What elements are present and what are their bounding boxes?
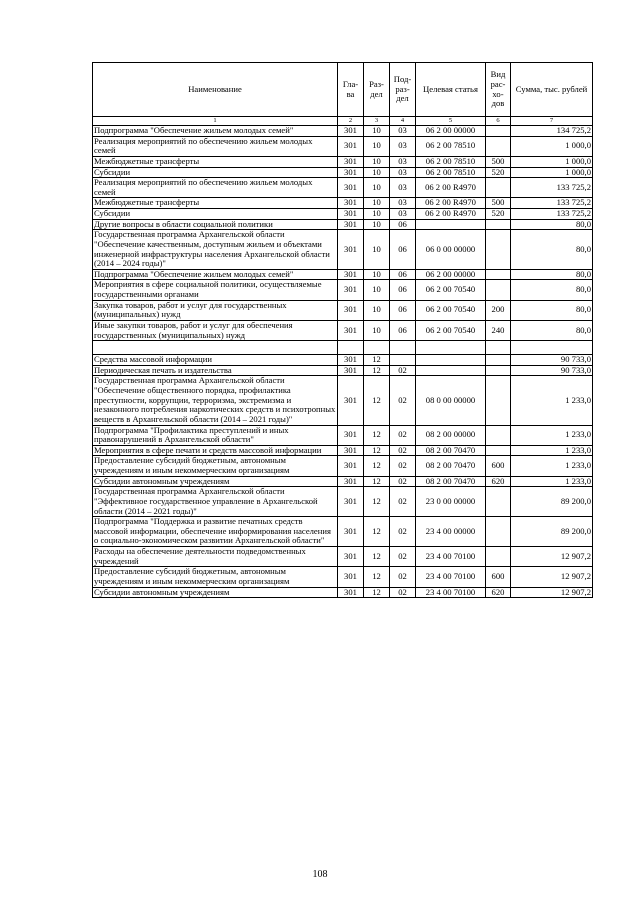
cell-sum: 1 000,0 [511, 156, 593, 167]
table-row [93, 156, 593, 167]
cell-target: 06 2 00 R4970 [416, 209, 486, 220]
header-razdel: Раз-дел [364, 63, 390, 117]
cell-name: Иные закупки товаров, работ и услуг для обеспечения государственных (муниципальных) нужд [93, 320, 338, 340]
cell-razdel: 12 [364, 445, 390, 456]
table-row [93, 517, 593, 547]
cell-vid [486, 487, 511, 517]
cell-razdel: 10 [364, 178, 390, 198]
cell-razdel: 12 [364, 425, 390, 445]
table-row [93, 487, 593, 517]
page-number: 108 [312, 869, 328, 880]
cell-target: 06 2 00 78510 [416, 136, 486, 156]
column-number: 6 [486, 117, 511, 126]
cell-sum: 1 233,0 [511, 445, 593, 456]
table-row [93, 167, 593, 178]
cell-glava: 301 [338, 219, 364, 230]
cell-target: 06 2 00 78510 [416, 167, 486, 178]
cell-vid [486, 219, 511, 230]
cell-target: 23 4 00 70100 [416, 587, 486, 598]
cell-razdel: 10 [364, 126, 390, 137]
cell-razdel: 10 [364, 230, 390, 270]
cell-podrazdel: 06 [390, 219, 416, 230]
cell-target: 23 0 00 00000 [416, 487, 486, 517]
table-row [93, 476, 593, 487]
cell-target [416, 341, 486, 355]
cell-sum: 12 907,2 [511, 547, 593, 567]
cell-sum: 90 733,0 [511, 365, 593, 376]
table-body [93, 126, 593, 598]
cell-name: Государственная программа Архангельской области "Обеспечение общественного порядка, профилактика преступности, коррупции, терроризма, экстремизма и незаконного потребления наркотических средств и психотропных веществ в Архангельской области (2014 – 2021 годы)" [93, 376, 338, 425]
column-number: 2 [338, 117, 364, 126]
cell-name: Подпрограмма "Поддержка и развитие печатных средств массовой информации, обеспечение информирования населения о социально-экономическом развитии Архангельской области" [93, 517, 338, 547]
cell-podrazdel [390, 355, 416, 366]
cell-glava: 301 [338, 300, 364, 320]
cell-name: Субсидии автономным учреждениям [93, 476, 338, 487]
cell-name: Субсидии [93, 209, 338, 220]
cell-name: Мероприятия в сфере печати и средств массовой информации [93, 445, 338, 456]
table-row [93, 355, 593, 366]
cell-podrazdel: 02 [390, 376, 416, 425]
cell-name: Субсидии автономным учреждениям [93, 587, 338, 598]
budget-table [92, 62, 593, 598]
cell-razdel: 12 [364, 567, 390, 587]
cell-razdel: 10 [364, 156, 390, 167]
cell-podrazdel: 03 [390, 167, 416, 178]
cell-name: Подпрограмма "Профилактика преступлений и иных правонарушений в Архангельской области" [93, 425, 338, 445]
table-row [93, 425, 593, 445]
cell-vid [486, 280, 511, 300]
cell-razdel: 10 [364, 136, 390, 156]
cell-vid [486, 178, 511, 198]
cell-sum: 80,0 [511, 320, 593, 340]
cell-sum: 134 725,2 [511, 126, 593, 137]
cell-sum: 80,0 [511, 230, 593, 270]
cell-sum: 1 233,0 [511, 476, 593, 487]
cell-razdel: 10 [364, 300, 390, 320]
cell-vid: 600 [486, 567, 511, 587]
cell-vid: 240 [486, 320, 511, 340]
cell-vid: 520 [486, 209, 511, 220]
cell-podrazdel: 06 [390, 320, 416, 340]
cell-target: 23 4 00 70100 [416, 567, 486, 587]
cell-razdel: 10 [364, 167, 390, 178]
cell-target: 06 2 00 70540 [416, 280, 486, 300]
cell-razdel: 12 [364, 376, 390, 425]
cell-sum: 90 733,0 [511, 355, 593, 366]
table-row [93, 567, 593, 587]
cell-sum: 133 725,2 [511, 198, 593, 209]
column-number-row [93, 117, 593, 126]
cell-podrazdel: 02 [390, 567, 416, 587]
cell-podrazdel: 06 [390, 280, 416, 300]
cell-sum: 89 200,0 [511, 487, 593, 517]
cell-target: 08 2 00 70470 [416, 456, 486, 476]
cell-glava: 301 [338, 567, 364, 587]
cell-sum: 133 725,2 [511, 209, 593, 220]
cell-podrazdel: 03 [390, 126, 416, 137]
cell-name: Государственная программа Архангельской области "Обеспечение качественным, доступным жильем и объектами инженерной инфраструктуры населения Архангельской области (2014 – 2024 годы)" [93, 230, 338, 270]
cell-podrazdel: 02 [390, 476, 416, 487]
cell-vid [486, 517, 511, 547]
column-number: 5 [416, 117, 486, 126]
cell-podrazdel: 03 [390, 156, 416, 167]
cell-sum: 80,0 [511, 269, 593, 280]
header-podrazdel: Под-раз-дел [390, 63, 416, 117]
cell-target [416, 219, 486, 230]
cell-glava: 301 [338, 456, 364, 476]
cell-razdel: 12 [364, 517, 390, 547]
table-row [93, 300, 593, 320]
cell-name: Подпрограмма "Обеспечение жильем молодых семей" [93, 126, 338, 137]
table-row [93, 587, 593, 598]
table-row [93, 320, 593, 340]
cell-sum: 80,0 [511, 219, 593, 230]
cell-glava: 301 [338, 587, 364, 598]
cell-sum: 1 233,0 [511, 425, 593, 445]
table-row [93, 230, 593, 270]
cell-vid [486, 445, 511, 456]
cell-sum: 1 233,0 [511, 376, 593, 425]
cell-glava: 301 [338, 376, 364, 425]
cell-sum: 1 000,0 [511, 167, 593, 178]
cell-razdel: 12 [364, 547, 390, 567]
cell-vid [486, 365, 511, 376]
column-number: 3 [364, 117, 390, 126]
cell-name: Межбюджетные трансферты [93, 198, 338, 209]
cell-name: Государственная программа Архангельской области "Эффективное государственное управление в Архангельской области (2014 – 2021 годы)" [93, 487, 338, 517]
cell-razdel: 10 [364, 219, 390, 230]
cell-name: Закупка товаров, работ и услуг для государственных (муниципальных) нужд [93, 300, 338, 320]
cell-target [416, 365, 486, 376]
cell-sum: 89 200,0 [511, 517, 593, 547]
cell-podrazdel: 02 [390, 365, 416, 376]
cell-glava: 301 [338, 269, 364, 280]
cell-name: Реализация мероприятий по обеспечению жильем молодых семей [93, 178, 338, 198]
cell-sum: 12 907,2 [511, 567, 593, 587]
cell-vid [486, 136, 511, 156]
cell-name: Средства массовой информации [93, 355, 338, 366]
cell-vid [486, 269, 511, 280]
cell-razdel: 10 [364, 198, 390, 209]
cell-target: 08 2 00 00000 [416, 425, 486, 445]
column-number: 7 [511, 117, 593, 126]
cell-podrazdel: 02 [390, 587, 416, 598]
header-vid: Вид рас-хо-дов [486, 63, 511, 117]
cell-podrazdel: 03 [390, 209, 416, 220]
cell-target [416, 355, 486, 366]
cell-glava: 301 [338, 198, 364, 209]
header-glava: Гла-ва [338, 63, 364, 117]
cell-sum: 1 233,0 [511, 456, 593, 476]
cell-name: Реализация мероприятий по обеспечению жильем молодых семей [93, 136, 338, 156]
cell-podrazdel: 02 [390, 547, 416, 567]
cell-target: 06 2 00 78510 [416, 156, 486, 167]
cell-target: 06 2 00 00000 [416, 126, 486, 137]
cell-name: Периодическая печать и издательства [93, 365, 338, 376]
cell-name: Предоставление субсидий бюджетным, автономным учреждениям и иным некоммерческим организациям [93, 456, 338, 476]
cell-sum: 133 725,2 [511, 178, 593, 198]
table-row [93, 178, 593, 198]
cell-target: 06 0 00 00000 [416, 230, 486, 270]
cell-razdel: 10 [364, 209, 390, 220]
cell-vid: 500 [486, 156, 511, 167]
cell-target: 06 2 00 R4970 [416, 178, 486, 198]
table-row [93, 126, 593, 137]
cell-razdel: 12 [364, 365, 390, 376]
cell-podrazdel: 02 [390, 425, 416, 445]
cell-name: Расходы на обеспечение деятельности подведомственных учреждений [93, 547, 338, 567]
cell-podrazdel: 03 [390, 178, 416, 198]
cell-vid: 200 [486, 300, 511, 320]
cell-vid [486, 547, 511, 567]
cell-podrazdel [390, 341, 416, 355]
cell-vid: 600 [486, 456, 511, 476]
cell-sum [511, 341, 593, 355]
cell-podrazdel: 06 [390, 300, 416, 320]
cell-razdel: 10 [364, 280, 390, 300]
cell-target: 08 0 00 00000 [416, 376, 486, 425]
cell-vid [486, 230, 511, 270]
cell-name: Подпрограмма "Обеспечение жильем молодых семей" [93, 269, 338, 280]
cell-glava: 301 [338, 167, 364, 178]
cell-name [93, 341, 338, 355]
cell-vid [486, 425, 511, 445]
cell-glava [338, 341, 364, 355]
cell-glava: 301 [338, 280, 364, 300]
table-row [93, 280, 593, 300]
cell-glava: 301 [338, 230, 364, 270]
cell-glava: 301 [338, 547, 364, 567]
cell-name: Мероприятия в сфере социальной политики, осуществляемые государственными органами [93, 280, 338, 300]
header-row [93, 63, 593, 117]
cell-glava: 301 [338, 365, 364, 376]
cell-glava: 301 [338, 476, 364, 487]
cell-glava: 301 [338, 209, 364, 220]
table-row [93, 341, 593, 355]
cell-vid: 520 [486, 167, 511, 178]
cell-vid [486, 341, 511, 355]
cell-vid [486, 126, 511, 137]
table-row [93, 136, 593, 156]
table-row [93, 219, 593, 230]
cell-sum: 80,0 [511, 280, 593, 300]
cell-vid: 620 [486, 587, 511, 598]
cell-glava: 301 [338, 445, 364, 456]
table-row [93, 198, 593, 209]
header-sum: Сумма, тыс. рублей [511, 63, 593, 117]
cell-sum: 12 907,2 [511, 587, 593, 598]
cell-target: 08 2 00 70470 [416, 476, 486, 487]
table-row [93, 445, 593, 456]
cell-sum: 80,0 [511, 300, 593, 320]
cell-glava: 301 [338, 355, 364, 366]
header-name: Наименование [93, 63, 338, 117]
cell-razdel: 12 [364, 355, 390, 366]
cell-podrazdel: 02 [390, 456, 416, 476]
cell-glava: 301 [338, 320, 364, 340]
cell-vid [486, 376, 511, 425]
cell-razdel: 12 [364, 487, 390, 517]
cell-glava: 301 [338, 126, 364, 137]
cell-target: 23 4 00 00000 [416, 517, 486, 547]
cell-glava: 301 [338, 425, 364, 445]
cell-vid: 620 [486, 476, 511, 487]
cell-sum: 1 000,0 [511, 136, 593, 156]
cell-target: 06 2 00 R4970 [416, 198, 486, 209]
cell-podrazdel: 06 [390, 230, 416, 270]
header-target: Целевая статья [416, 63, 486, 117]
cell-name: Предоставление субсидий бюджетным, автономным учреждениям и иным некоммерческим организациям [93, 567, 338, 587]
table-row [93, 547, 593, 567]
cell-razdel: 10 [364, 320, 390, 340]
cell-podrazdel: 06 [390, 269, 416, 280]
cell-name: Субсидии [93, 167, 338, 178]
cell-glava: 301 [338, 156, 364, 167]
cell-glava: 301 [338, 178, 364, 198]
cell-glava: 301 [338, 517, 364, 547]
cell-vid [486, 355, 511, 366]
column-number: 4 [390, 117, 416, 126]
cell-razdel: 12 [364, 587, 390, 598]
cell-target: 06 2 00 70540 [416, 300, 486, 320]
cell-razdel: 10 [364, 269, 390, 280]
cell-podrazdel: 02 [390, 445, 416, 456]
cell-target: 06 2 00 70540 [416, 320, 486, 340]
table-row [93, 209, 593, 220]
column-number: 1 [93, 117, 338, 126]
cell-razdel: 12 [364, 456, 390, 476]
table-row [93, 456, 593, 476]
cell-target: 08 2 00 70470 [416, 445, 486, 456]
table-row [93, 269, 593, 280]
cell-podrazdel: 02 [390, 487, 416, 517]
cell-razdel [364, 341, 390, 355]
cell-target: 23 4 00 70100 [416, 547, 486, 567]
cell-podrazdel: 02 [390, 517, 416, 547]
table-row [93, 376, 593, 425]
cell-glava: 301 [338, 136, 364, 156]
cell-razdel: 12 [364, 476, 390, 487]
cell-podrazdel: 03 [390, 136, 416, 156]
cell-podrazdel: 03 [390, 198, 416, 209]
cell-target: 06 2 00 00000 [416, 269, 486, 280]
cell-vid: 500 [486, 198, 511, 209]
table-row [93, 365, 593, 376]
cell-name: Другие вопросы в области социальной политики [93, 219, 338, 230]
cell-glava: 301 [338, 487, 364, 517]
cell-name: Межбюджетные трансферты [93, 156, 338, 167]
